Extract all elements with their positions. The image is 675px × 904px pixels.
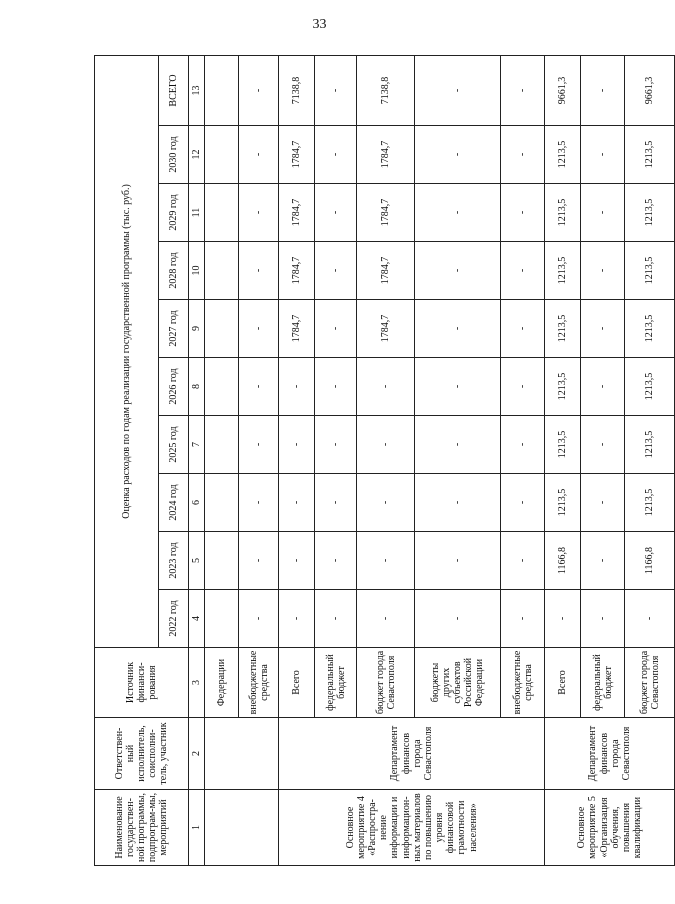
year-value-cell: 1213,5 xyxy=(625,184,675,242)
year-value-cell: - xyxy=(415,590,501,648)
funding-source: федеральный бюджет xyxy=(581,648,625,718)
year-value-cell xyxy=(205,242,239,300)
year-value-cell: 1784,7 xyxy=(279,126,315,184)
year-value-cell: 1784,7 xyxy=(357,242,415,300)
year-value-cell: - xyxy=(581,242,625,300)
year-value-cell: 1213,5 xyxy=(545,358,581,416)
funding-source: бюджеты других субъектов Российской Федерации xyxy=(415,648,501,718)
year-value-cell: - xyxy=(239,184,279,242)
year-value-cell: - xyxy=(501,184,545,242)
year-value-cell: - xyxy=(315,300,357,358)
header-year-2025: 2025 год xyxy=(159,416,189,474)
column-number: 2 xyxy=(189,718,205,790)
year-value-cell: - xyxy=(279,358,315,416)
year-value-cell: - xyxy=(357,416,415,474)
year-value-cell: - xyxy=(501,126,545,184)
activity-executor xyxy=(205,718,279,790)
year-value-cell: - xyxy=(501,474,545,532)
header-year-2023: 2023 год xyxy=(159,532,189,590)
column-number: 7 xyxy=(189,416,205,474)
header-year-2029: 2029 год xyxy=(159,184,189,242)
year-value-cell: - xyxy=(239,474,279,532)
year-value-cell: - xyxy=(279,532,315,590)
year-value-cell: 1784,7 xyxy=(279,300,315,358)
funding-source: Федерации xyxy=(205,648,239,718)
year-value-cell: - xyxy=(239,358,279,416)
total-cell: - xyxy=(501,55,545,125)
year-value-cell: - xyxy=(415,416,501,474)
table-row xyxy=(545,55,581,865)
header-year-2022: 2022 год xyxy=(159,590,189,648)
year-value-cell: - xyxy=(315,532,357,590)
year-value-cell xyxy=(205,184,239,242)
total-cell: 7138,8 xyxy=(357,55,415,125)
total-cell: 7138,8 xyxy=(279,55,315,125)
header-source: Источник финанси-рования xyxy=(95,648,189,718)
year-value-cell: 1213,5 xyxy=(625,416,675,474)
year-value-cell: - xyxy=(315,358,357,416)
year-value-cell xyxy=(205,590,239,648)
year-value-cell: - xyxy=(279,590,315,648)
column-number: 13 xyxy=(189,55,205,125)
year-value-cell xyxy=(205,358,239,416)
year-value-cell: - xyxy=(357,474,415,532)
year-value-cell: - xyxy=(239,416,279,474)
year-value-cell: - xyxy=(581,590,625,648)
year-value-cell: - xyxy=(239,242,279,300)
total-cell xyxy=(205,55,239,125)
year-value-cell: - xyxy=(501,590,545,648)
year-value-cell xyxy=(205,532,239,590)
year-value-cell: - xyxy=(239,532,279,590)
year-value-cell: - xyxy=(315,184,357,242)
year-value-cell: - xyxy=(315,416,357,474)
funding-source: бюджет города Севастополя xyxy=(625,648,675,718)
header-year-2024: 2024 год xyxy=(159,474,189,532)
year-value-cell: 1213,5 xyxy=(625,300,675,358)
year-value-cell: 1784,7 xyxy=(357,184,415,242)
year-value-cell: 1166,8 xyxy=(625,532,675,590)
year-value-cell: 1213,5 xyxy=(545,184,581,242)
total-cell: - xyxy=(239,55,279,125)
year-value-cell: - xyxy=(415,126,501,184)
column-number: 1 xyxy=(189,790,205,866)
year-value-cell: - xyxy=(625,590,675,648)
year-value-cell: 1213,5 xyxy=(545,242,581,300)
column-number: 9 xyxy=(189,300,205,358)
year-value-cell xyxy=(205,126,239,184)
year-value-cell: 1784,7 xyxy=(279,242,315,300)
year-value-cell: - xyxy=(357,358,415,416)
year-value-cell: - xyxy=(315,590,357,648)
year-value-cell: - xyxy=(357,590,415,648)
header-estimate: Оценка расходов по годам реализации государственной программы (тыс. руб.) xyxy=(95,55,159,647)
funding-source: внебюджетные средства xyxy=(501,648,545,718)
activity-name xyxy=(205,790,279,866)
year-value-cell: - xyxy=(315,474,357,532)
year-value-cell: - xyxy=(501,300,545,358)
year-value-cell: - xyxy=(581,416,625,474)
year-value-cell: - xyxy=(545,590,581,648)
funding-source: бюджет города Севастополя xyxy=(357,648,415,718)
rotated-table-frame xyxy=(94,58,661,866)
year-value-cell: - xyxy=(315,126,357,184)
year-value-cell: - xyxy=(581,532,625,590)
column-number: 6 xyxy=(189,474,205,532)
funding-source: Всего xyxy=(279,648,315,718)
year-value-cell: - xyxy=(239,300,279,358)
table-row xyxy=(205,55,239,865)
table-header xyxy=(95,55,205,865)
year-value-cell: - xyxy=(279,474,315,532)
column-number: 8 xyxy=(189,358,205,416)
header-year-2027: 2027 год xyxy=(159,300,189,358)
activity-executor: Департамент финансов города Севастополя xyxy=(279,718,545,790)
header-total: ВСЕГО xyxy=(159,55,189,125)
year-value-cell: 1784,7 xyxy=(279,184,315,242)
year-value-cell: - xyxy=(501,416,545,474)
year-value-cell: 1213,5 xyxy=(625,242,675,300)
year-value-cell: - xyxy=(415,532,501,590)
header-executor: Ответствен-ный исполнитель, соисполни-тель, участник xyxy=(95,718,189,790)
year-value-cell: - xyxy=(239,590,279,648)
year-value-cell: 1213,5 xyxy=(625,126,675,184)
year-value-cell: - xyxy=(415,242,501,300)
year-value-cell: - xyxy=(415,300,501,358)
total-cell: 9661,3 xyxy=(545,55,581,125)
year-value-cell: 1784,7 xyxy=(357,126,415,184)
year-value-cell: - xyxy=(501,532,545,590)
total-cell: - xyxy=(315,55,357,125)
total-cell: 9661,3 xyxy=(625,55,675,125)
year-value-cell: - xyxy=(581,126,625,184)
funding-source: федеральный бюджет xyxy=(315,648,357,718)
year-value-cell: 1213,5 xyxy=(625,474,675,532)
year-value-cell: - xyxy=(501,242,545,300)
total-cell: - xyxy=(415,55,501,125)
activity-name: Основное мероприятие 5 «Организация обучения, повышения квалификации xyxy=(545,790,675,866)
year-value-cell: - xyxy=(581,474,625,532)
year-value-cell: - xyxy=(415,474,501,532)
column-number: 3 xyxy=(189,648,205,718)
year-value-cell: - xyxy=(239,126,279,184)
column-number: 12 xyxy=(189,126,205,184)
year-value-cell xyxy=(205,474,239,532)
year-value-cell: 1213,5 xyxy=(545,416,581,474)
year-value-cell: 1213,5 xyxy=(545,474,581,532)
activity-executor: Департамент финансов города Севастополя xyxy=(545,718,675,790)
page-number: 33 xyxy=(312,17,327,32)
year-value-cell: - xyxy=(315,242,357,300)
funding-source: Всего xyxy=(545,648,581,718)
rotated-table-inner xyxy=(94,58,661,866)
header-name: Наименование государствен-ной программы, подпрограм-мы, мероприятий xyxy=(95,790,189,866)
year-value-cell: - xyxy=(415,358,501,416)
budget-table xyxy=(94,55,675,866)
year-value-cell: 1213,5 xyxy=(545,126,581,184)
activity-name: Основное мероприятие 4 «Распростра-нение информации и информацион-ных материалов по повышению уровня финансовой грамотности населения» xyxy=(279,790,545,866)
table-row xyxy=(279,55,315,865)
year-value-cell: 1784,7 xyxy=(357,300,415,358)
year-value-cell: - xyxy=(357,532,415,590)
header-year-2026: 2026 год xyxy=(159,358,189,416)
column-number: 10 xyxy=(189,242,205,300)
header-year-2030: 2030 год xyxy=(159,126,189,184)
year-value-cell xyxy=(205,300,239,358)
year-value-cell: - xyxy=(279,416,315,474)
header-year-2028: 2028 год xyxy=(159,242,189,300)
year-value-cell: 1166,8 xyxy=(545,532,581,590)
column-number: 5 xyxy=(189,532,205,590)
funding-source: внебюджетные средства xyxy=(239,648,279,718)
year-value-cell: - xyxy=(581,184,625,242)
total-cell: - xyxy=(581,55,625,125)
table-body xyxy=(205,55,675,865)
year-value-cell: 1213,5 xyxy=(625,358,675,416)
year-value-cell: 1213,5 xyxy=(545,300,581,358)
year-value-cell xyxy=(205,416,239,474)
year-value-cell: - xyxy=(581,300,625,358)
year-value-cell: - xyxy=(581,358,625,416)
year-value-cell: - xyxy=(501,358,545,416)
year-value-cell: - xyxy=(415,184,501,242)
column-number: 4 xyxy=(189,590,205,648)
column-number: 11 xyxy=(189,184,205,242)
